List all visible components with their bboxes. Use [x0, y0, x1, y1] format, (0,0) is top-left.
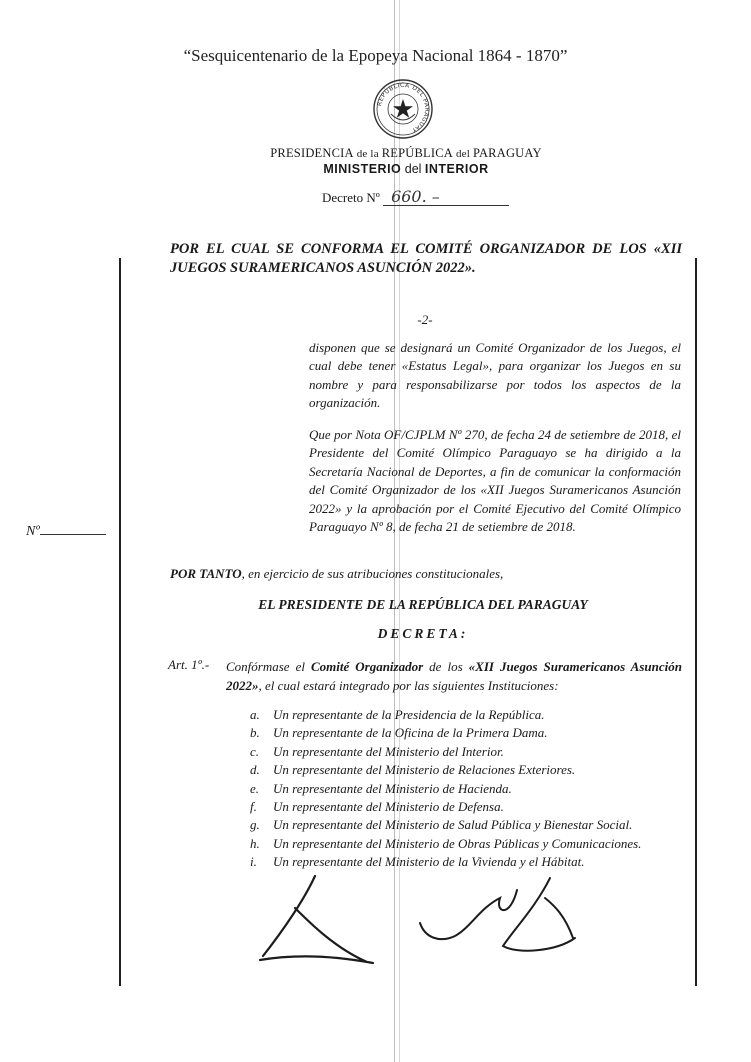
paragraph-considerando: Que por Nota OF/CJPLM Nº 270, de fecha 24 de setiembre de 2018, el Presidente del Comité Olímpico Paraguayo se ha dirigido a la Secretaría Nacional de Deportes, a fin de comunicar la conformación del Comité Organizador de los «XII Juegos Suramericanos Asunción 2022» y la aprobación por el Comité Ejecutivo del Comité Olímpico Paraguayo Nº 8, de fecha 21 de setiembre de 2018.	[309, 427, 681, 535]
interior-word: INTERIOR	[424, 162, 489, 176]
list-item	[250, 706, 641, 724]
signature-left	[260, 876, 373, 963]
seal-text: REPÚBLICA DEL PARAGUAY	[376, 81, 431, 134]
list-text: Un representante del Ministerio de Hacienda.	[273, 780, 512, 796]
left-margin-rule	[119, 258, 121, 986]
ministerio-connector: del	[401, 162, 425, 176]
presidencia-line	[0, 146, 751, 161]
header-motto: “Sesquicentenario de la Epopeya Nacional 1864 - 1870”	[183, 46, 568, 65]
presidente-heading: EL PRESIDENTE DE LA REPÚBLICA DEL PARAGUAY	[258, 597, 588, 612]
list-text: Un representante del Ministerio de Salud Pública y Bienestar Social.	[273, 817, 633, 833]
ministerio-line	[0, 162, 751, 176]
list-text: Un representante del Ministerio de la Vivienda y el Hábitat.	[273, 854, 585, 870]
list-text: Un representante del Ministerio de Relaciones Exteriores.	[273, 762, 576, 778]
signature-right	[420, 878, 575, 951]
list-letter: i.	[250, 854, 257, 870]
presidencia-connector: de la	[353, 148, 382, 160]
article-text-part: de los	[423, 659, 469, 674]
paraguay-word: PARAGUAY	[472, 146, 542, 160]
list-letter: a.	[250, 707, 260, 722]
article-bold-games: «XII Juegos Suramericanos Asunción 2022»	[226, 659, 682, 693]
article-text-part: Confórmase el	[226, 659, 311, 674]
list-item	[250, 780, 641, 798]
list-item	[250, 761, 641, 779]
article-bold-committee: Comité Organizador	[310, 659, 424, 674]
star-seal-icon	[372, 78, 434, 140]
decreto-number-handwritten: 660. –	[383, 189, 509, 206]
list-letter: g.	[250, 817, 260, 833]
list-item	[250, 743, 641, 761]
decreto-number-line	[322, 189, 509, 206]
por-tanto-lead: POR TANTO	[170, 566, 242, 581]
list-item	[250, 724, 641, 742]
ministerio-word: MINISTERIO	[323, 162, 402, 176]
list-item	[250, 835, 641, 853]
margin-number-blank	[40, 522, 106, 535]
institutions-list	[250, 706, 641, 872]
list-text: Un representante de la Presidencia de la República.	[273, 707, 545, 722]
list-text: Un representante del Ministerio de Obras Públicas y Comunicaciones.	[273, 835, 642, 851]
decreto-label: Decreto Nº	[322, 190, 384, 205]
republica-word: REPÚBLICA	[381, 146, 453, 160]
por-tanto-line	[170, 566, 503, 582]
list-item	[250, 816, 641, 834]
list-letter: b.	[250, 725, 260, 741]
presidencia-connector-2: del	[453, 148, 473, 160]
signatures	[255, 868, 595, 968]
presidencia-word: PRESIDENCIA	[270, 146, 354, 160]
list-letter: e.	[250, 780, 260, 796]
por-tanto-rest: , en ejercicio de sus atribuciones constitucionales,	[241, 566, 504, 581]
decree-title: POR EL CUAL SE CONFORMA EL COMITÉ ORGANIZADOR DE LOS «XII JUEGOS SURAMERICANOS ASUNCIÓN 2022».	[170, 241, 682, 276]
list-letter: h.	[250, 835, 260, 851]
article-text	[226, 657, 682, 695]
national-seal	[372, 78, 434, 140]
list-letter: f.	[250, 799, 257, 815]
list-letter: c.	[250, 743, 260, 759]
list-item	[250, 798, 641, 816]
paragraph-continuation: disponen que se designará un Comité Organizador de los Juegos, el cual debe tener «Estatus Legal», para organizar los Juegos en su nombre y para responsabilizarse por todos los aspectos de la organización.	[309, 340, 681, 411]
margin-number-field	[26, 522, 106, 540]
list-letter: d.	[250, 762, 260, 778]
page-number: -2-	[417, 312, 433, 327]
list-text: Un representante del Ministerio de Defensa.	[273, 799, 504, 815]
article-label: Art. 1º.-	[168, 657, 210, 672]
right-margin-rule	[695, 258, 697, 986]
article-text-part: , el cual estará integrado por las siguientes Instituciones:	[258, 678, 559, 693]
list-text: Un representante del Ministerio del Interior.	[273, 743, 504, 759]
list-text: Un representante de la Oficina de la Primera Dama.	[273, 725, 548, 741]
decreta-heading: DECRETA:	[377, 626, 469, 641]
margin-number-label: Nº	[26, 524, 40, 539]
